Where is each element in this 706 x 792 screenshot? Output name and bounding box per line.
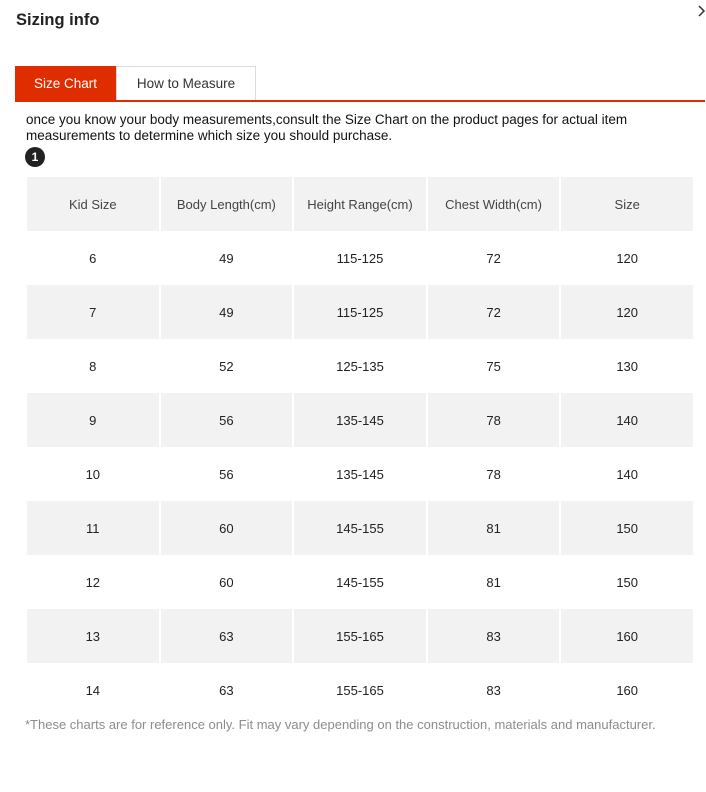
table-cell: 10 [27, 447, 159, 501]
table-cell: 52 [161, 339, 293, 393]
table-cell: 125-135 [294, 339, 426, 393]
table-cell: 120 [561, 231, 693, 285]
table-cell: 75 [428, 339, 560, 393]
table-row [27, 663, 693, 717]
size-table [25, 177, 695, 717]
table-cell: 60 [161, 501, 293, 555]
table-cell: 115-125 [294, 231, 426, 285]
table-cell: 81 [428, 555, 560, 609]
reference-footnote: *These charts are for reference only. Fit may vary depending on the construction, materials and manufacturer. [25, 717, 656, 732]
chevron-right-icon [697, 4, 706, 22]
size-chart-description: once you know your body measurements,consult the Size Chart on the product pages for actual item measurements to determine which size you should purchase. [26, 112, 628, 143]
table-cell: 49 [161, 231, 293, 285]
table-cell: 63 [161, 663, 293, 717]
table-cell: 72 [428, 231, 560, 285]
table-cell: 63 [161, 609, 293, 663]
column-header-body-length: Body Length(cm) [161, 177, 293, 231]
table-cell: 56 [161, 393, 293, 447]
close-button[interactable] [694, 4, 706, 22]
table-row [27, 231, 693, 285]
column-header-chest-width: Chest Width(cm) [428, 177, 560, 231]
table-row [27, 339, 693, 393]
table-cell: 14 [27, 663, 159, 717]
column-header-kid-size: Kid Size [27, 177, 159, 231]
table-row [27, 609, 693, 663]
column-header-height-range: Height Range(cm) [294, 177, 426, 231]
table-cell: 140 [561, 393, 693, 447]
table-cell: 120 [561, 285, 693, 339]
table-cell: 135-145 [294, 393, 426, 447]
table-cell: 8 [27, 339, 159, 393]
table-row [27, 393, 693, 447]
table-cell: 160 [561, 663, 693, 717]
table-cell: 6 [27, 231, 159, 285]
table-cell: 150 [561, 501, 693, 555]
table-cell: 83 [428, 609, 560, 663]
table-cell: 78 [428, 447, 560, 501]
table-cell: 115-125 [294, 285, 426, 339]
table-cell: 56 [161, 447, 293, 501]
table-cell: 9 [27, 393, 159, 447]
table-header-row [27, 177, 693, 231]
table-cell: 145-155 [294, 501, 426, 555]
column-header-size: Size [561, 177, 693, 231]
table-cell: 140 [561, 447, 693, 501]
tab-bar [15, 66, 705, 102]
table-cell: 13 [27, 609, 159, 663]
table-cell: 7 [27, 285, 159, 339]
table-cell: 72 [428, 285, 560, 339]
table-cell: 135-145 [294, 447, 426, 501]
table-cell: 78 [428, 393, 560, 447]
table-cell: 12 [27, 555, 159, 609]
table-cell: 145-155 [294, 555, 426, 609]
table-cell: 155-165 [294, 663, 426, 717]
table-cell: 160 [561, 609, 693, 663]
step-number-badge: 1 [25, 147, 45, 167]
table-row [27, 285, 693, 339]
tab-size-chart[interactable]: Size Chart [15, 66, 116, 100]
table-cell: 155-165 [294, 609, 426, 663]
table-cell: 60 [161, 555, 293, 609]
table-cell: 81 [428, 501, 560, 555]
table-row [27, 501, 693, 555]
table-cell: 11 [27, 501, 159, 555]
table-cell: 83 [428, 663, 560, 717]
page-title: Sizing info [16, 11, 100, 29]
table-cell: 130 [561, 339, 693, 393]
table-row [27, 555, 693, 609]
table-row [27, 447, 693, 501]
table-cell: 150 [561, 555, 693, 609]
tab-how-to-measure[interactable]: How to Measure [116, 66, 256, 100]
table-cell: 49 [161, 285, 293, 339]
